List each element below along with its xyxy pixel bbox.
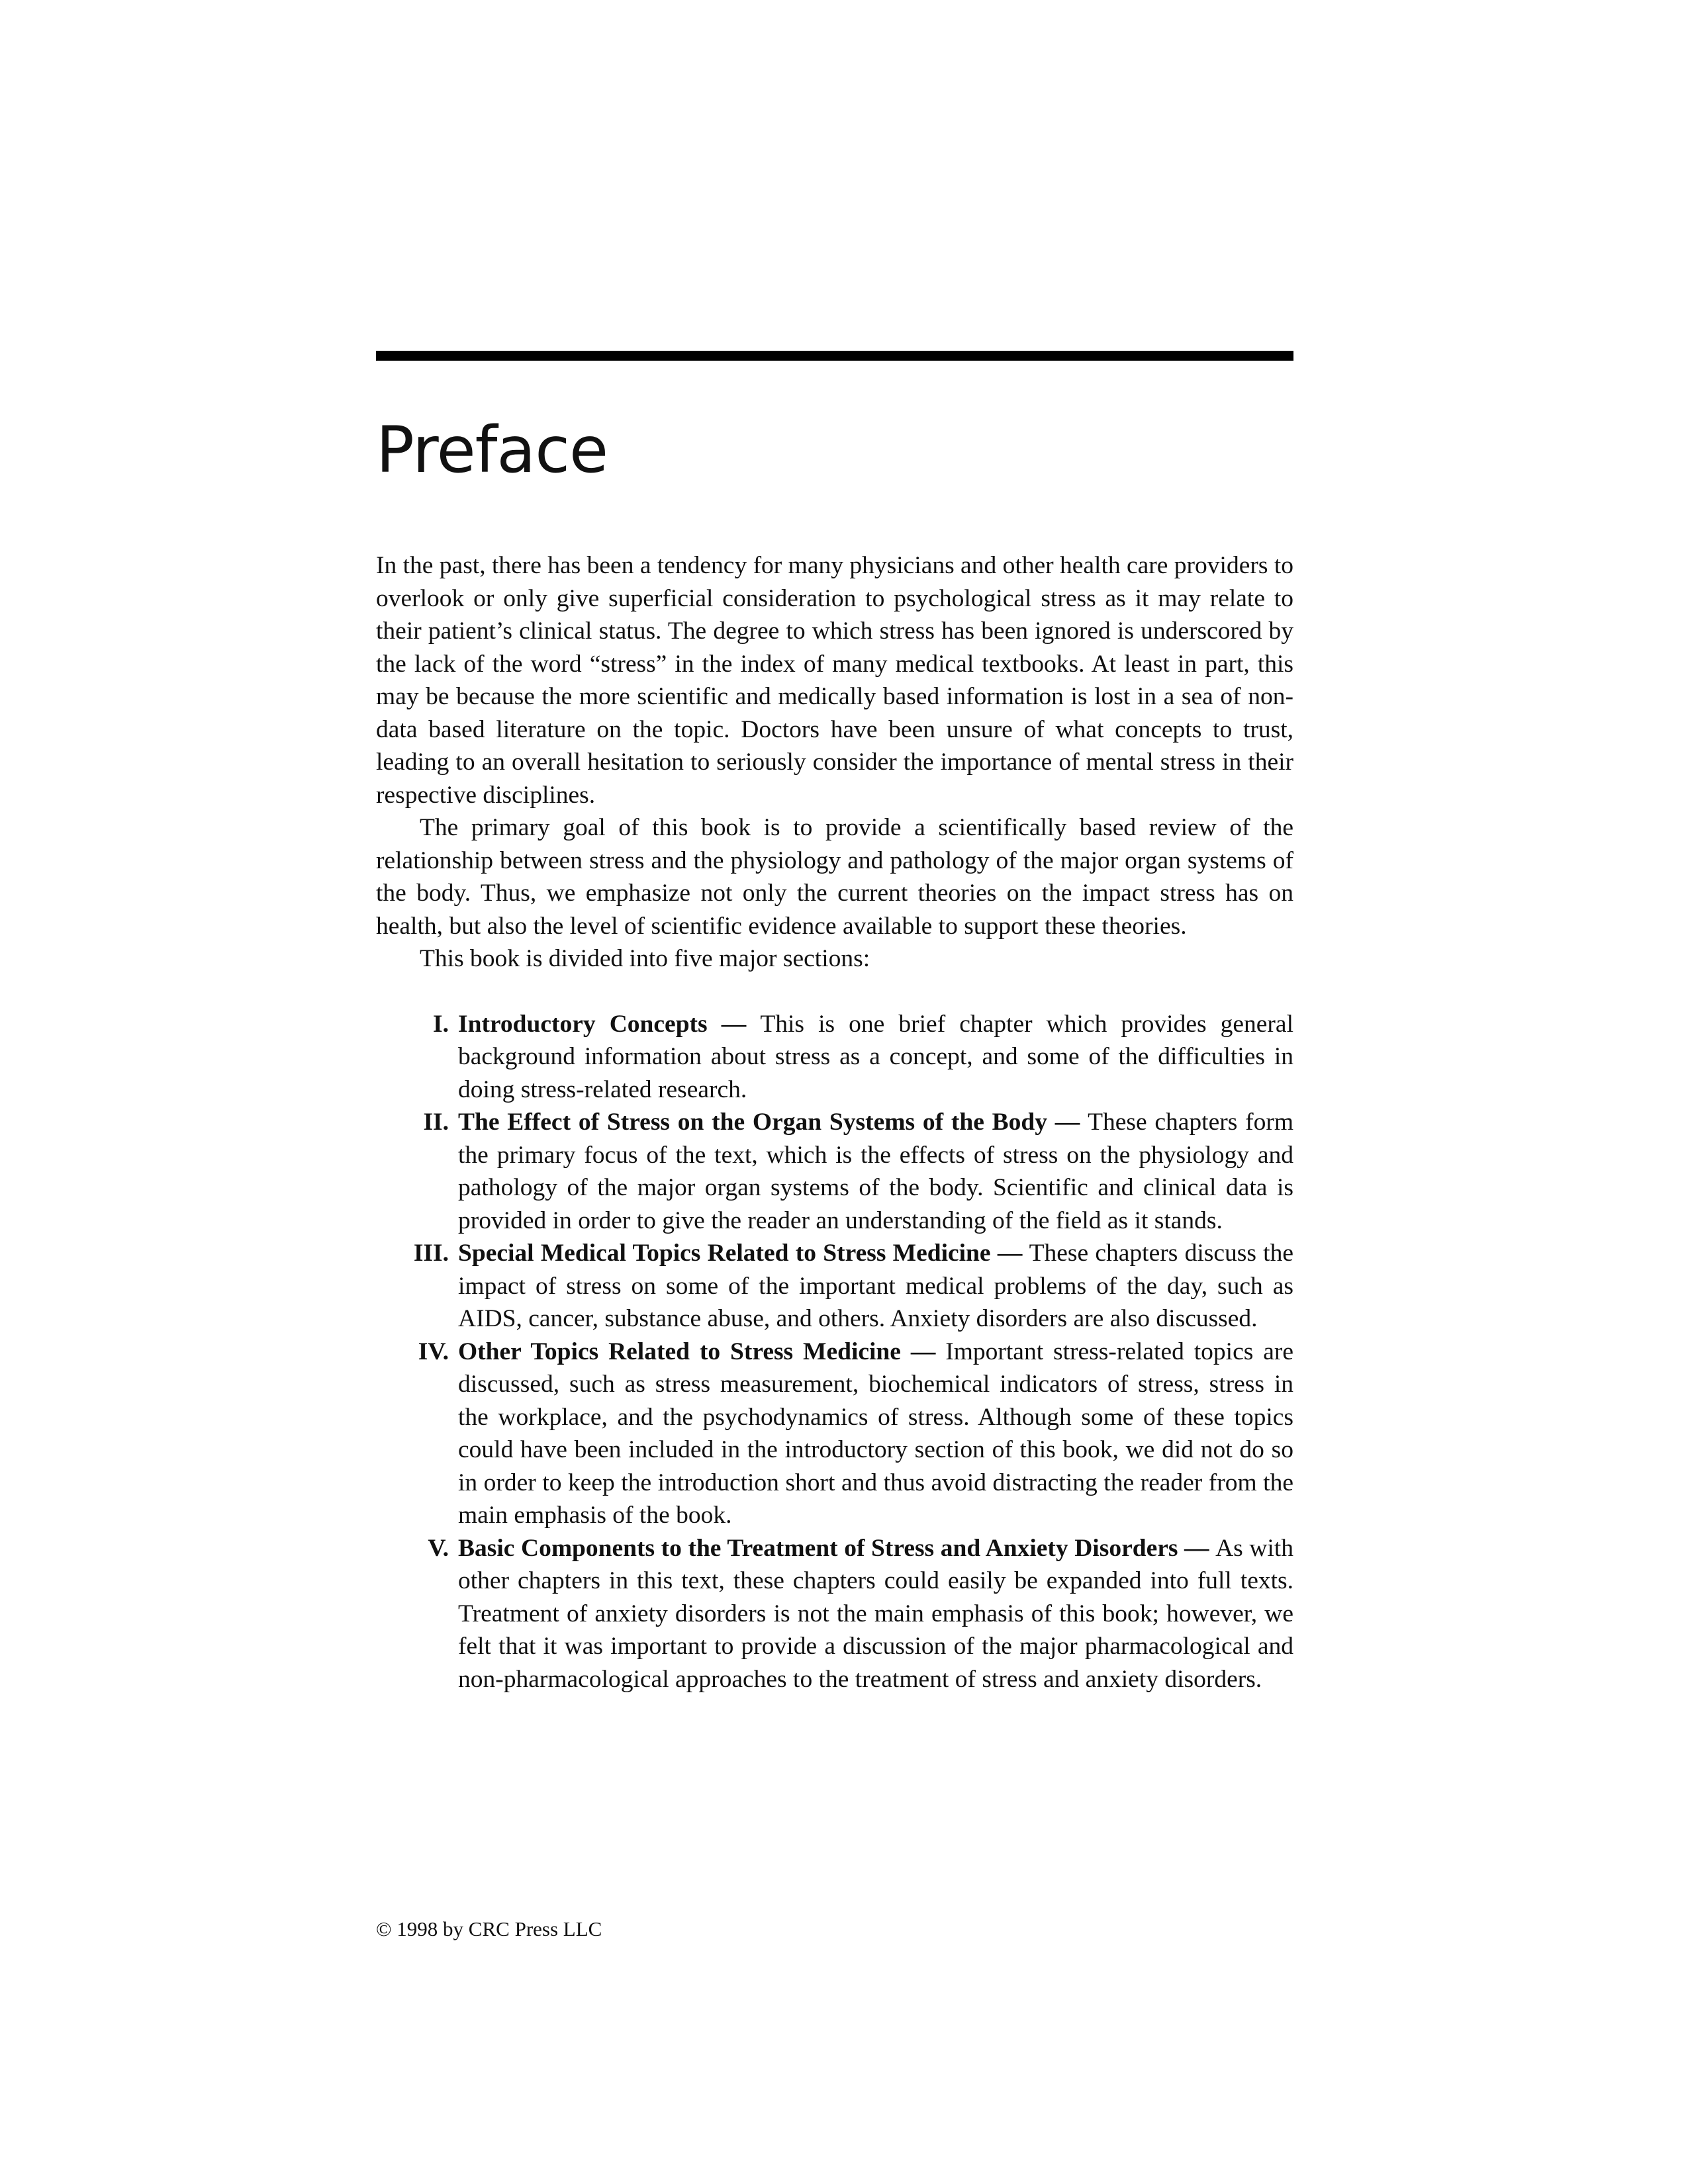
preface-body xyxy=(376,549,1293,1696)
section-description: Important stress-related topics are discussed, such as stress measurement, biochemical indicators of stress, stress in the workplace, and the psychodynamics of stress. Although some of these topics could have been included in the introductory section of this book, we did not do so in order to keep the introduction short and thus avoid distracting the reader from the main emphasis of the book. xyxy=(458,1338,1293,1529)
section-list xyxy=(376,1008,1293,1696)
section-description: These chapters form the primary focus of the text, which is the effects of stress on the physiology and pathology of the major organ systems of the body. Scientific and clinical data is provided in order to give the reader an understanding of the field as it stands. xyxy=(458,1109,1293,1234)
section-number: I. xyxy=(433,1010,449,1038)
section-description: This is one brief chapter which provides general background information about stress as a concept, and some of the difficulties in doing stress-related research. xyxy=(458,1010,1293,1103)
section-number: V. xyxy=(428,1534,449,1562)
list-item xyxy=(376,1532,1293,1696)
list-item xyxy=(376,1336,1293,1532)
paragraph-sections-intro: This book is divided into five major sections: xyxy=(420,945,870,972)
copyright-footer: © 1998 by CRC Press LLC xyxy=(376,1917,602,1940)
section-heading: Basic Components to the Treatment of Stress and Anxiety Disorders — xyxy=(458,1534,1216,1562)
list-item xyxy=(376,1106,1293,1237)
section-heading: The Effect of Stress on the Organ Systems of the Body — xyxy=(458,1109,1088,1136)
title-rule xyxy=(376,351,1293,361)
list-item xyxy=(376,1008,1293,1107)
paragraph-intro: In the past, there has been a tendency for many physicians and other health care providers to overlook or only give superficial consideration to psychological stress as it may relate to their patient’s clinical status. The degree to which stress has been ignored is underscored by the lack of the word “stress” in the index of many medical textbooks. At least in part, this may be because the more scientific and medically based information is lost in a sea of non-data based literature on the topic. Doctors have been unsure of what concepts to trust, leading to an overall hesitation to seriously consider the importance of mental stress in their respective disciplines. xyxy=(376,552,1293,809)
section-number: II. xyxy=(423,1109,449,1136)
section-heading: Special Medical Topics Related to Stress Medicine — xyxy=(458,1240,1029,1267)
section-heading: Introductory Concepts — xyxy=(458,1010,761,1038)
paragraph-goal: The primary goal of this book is to provide a scientifically based review of the relationship between stress and the physiology and pathology of the major organ systems of the body. Thus, we emphasize not only the current theories on the impact stress has on health, but also the level of scientific evidence available to support these theories. xyxy=(376,814,1293,940)
section-number: III. xyxy=(413,1240,449,1267)
list-item xyxy=(376,1237,1293,1336)
section-description: These chapters discuss the impact of stress on some of the important medical problems of the day, such as AIDS, cancer, substance abuse, and others. Anxiety disorders are also discussed. xyxy=(458,1240,1293,1332)
page-title: Preface xyxy=(376,413,608,487)
section-heading: Other Topics Related to Stress Medicine — xyxy=(458,1338,946,1365)
section-number: IV. xyxy=(418,1338,449,1365)
section-description: As with other chapters in this text, these chapters could easily be expanded into full texts. Treatment of anxiety disorders is not the main emphasis of this book; however, we felt that it was important to provide a discussion of the major pharmacological and non-pharmacological approaches to the treatment of stress and anxiety disorders. xyxy=(458,1534,1294,1693)
